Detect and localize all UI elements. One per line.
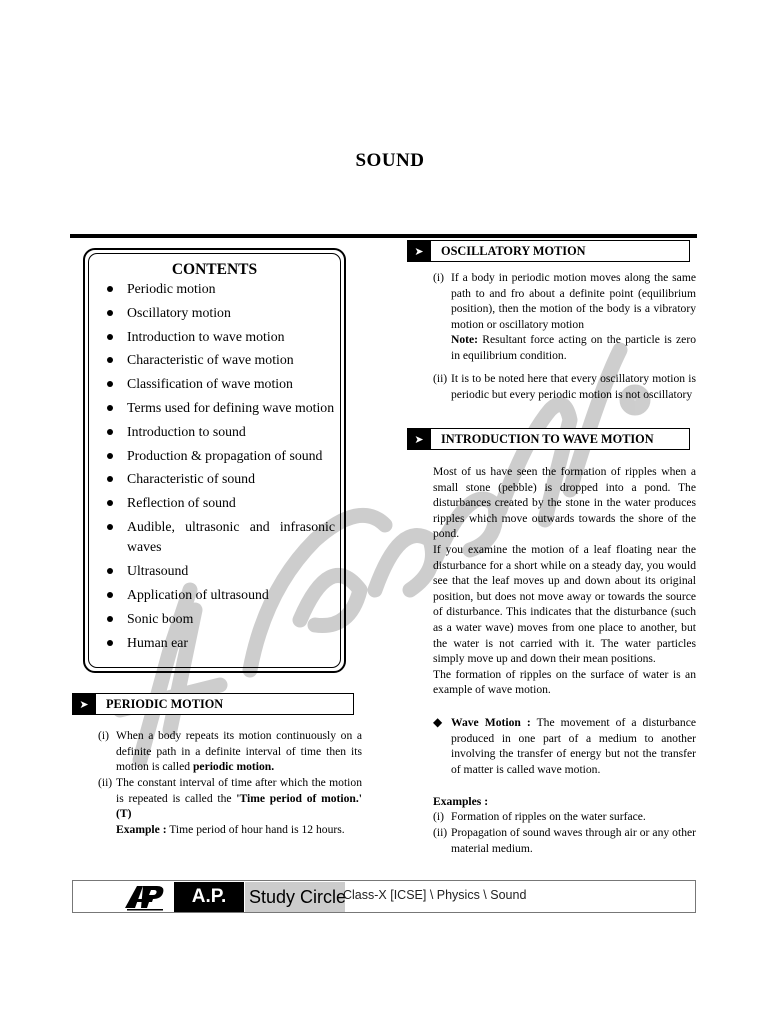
oscillatory-motion-heading-text: OSCILLATORY MOTION bbox=[441, 244, 586, 258]
contents-item: Human ear bbox=[89, 633, 339, 654]
contents-box bbox=[83, 248, 346, 673]
wave-motion-definition: ◆ Wave Motion : The movement of a disturbance produced in one part of a medium to another involving the transfer of energy but not the transfer of matter is called wave motion. bbox=[433, 715, 696, 776]
periodic-item-2: (ii) The constant interval of time after which the motion is repeated is called the 'Time period of motion.' (T) Example : Time period of hour hand is 12 hours. bbox=[98, 776, 362, 836]
bullet-icon bbox=[107, 500, 113, 506]
wave-paragraph-2: If you examine the motion of a leaf floating near the disturbance for a short while on a steady day, you would see that the leaf moves up and down about its original position, but does not move away or towards the source of disturbance. This indicates that the disturbance (such as a water wave) moves from one place to another, but the water is not carried with it. The water particles simply move up and down their mean positions. bbox=[433, 542, 696, 666]
arrow-right-icon: ➤ bbox=[72, 693, 96, 715]
bullet-icon bbox=[107, 453, 113, 459]
footer-study-circle: Study Circle bbox=[245, 882, 345, 912]
periodic-motion-heading-text: PERIODIC MOTION bbox=[106, 697, 224, 711]
arrow-right-icon: ➤ bbox=[407, 428, 431, 450]
footer-brand: A.P. bbox=[174, 882, 244, 912]
bullet-icon bbox=[107, 381, 113, 387]
contents-item: Classification of wave motion bbox=[89, 374, 339, 395]
contents-item: Introduction to wave motion bbox=[89, 327, 339, 348]
bullet-icon bbox=[107, 357, 113, 363]
footer-breadcrumb: Class-X [ICSE] \ Physics \ Sound bbox=[343, 888, 527, 902]
ap-logo-icon bbox=[123, 883, 168, 911]
contents-inner-border bbox=[88, 253, 341, 668]
bullet-icon bbox=[107, 640, 113, 646]
examples-label: Examples : bbox=[433, 795, 489, 808]
bullet-icon bbox=[107, 310, 113, 316]
bullet-icon bbox=[107, 568, 113, 574]
contents-item: Audible, ultrasonic and infrasonic waves bbox=[89, 517, 339, 558]
contents-title: CONTENTS bbox=[171, 261, 258, 278]
arrow-right-icon: ➤ bbox=[407, 240, 431, 262]
wave-paragraphs bbox=[433, 464, 696, 698]
header-rule bbox=[70, 234, 697, 238]
contents-item: Characteristic of wave motion bbox=[89, 350, 339, 371]
example-item-1: (i) Formation of ripples on the water surface. bbox=[433, 810, 646, 823]
page-title: SOUND bbox=[355, 150, 425, 171]
diamond-bullet-icon: ◆ bbox=[433, 715, 443, 729]
contents-item: Periodic motion bbox=[89, 279, 339, 300]
contents-item: Reflection of sound bbox=[89, 493, 339, 514]
bullet-icon bbox=[107, 476, 113, 482]
contents-list bbox=[89, 279, 339, 656]
bullet-icon bbox=[107, 524, 113, 530]
bullet-icon bbox=[107, 405, 113, 411]
contents-item: Terms used for defining wave motion bbox=[89, 398, 339, 419]
wave-paragraph-3: The formation of ripples on the surface of water is an example of wave motion. bbox=[433, 667, 696, 697]
oscillatory-item-2: (ii) It is to be noted here that every oscillatory motion is periodic but every periodic motion is not oscillatory bbox=[433, 372, 696, 401]
bullet-icon bbox=[107, 616, 113, 622]
bullet-icon bbox=[107, 334, 113, 340]
contents-item: Production & propagation of sound bbox=[89, 446, 339, 467]
contents-item: Oscillatory motion bbox=[89, 303, 339, 324]
periodic-motion-heading bbox=[72, 693, 354, 715]
bullet-icon bbox=[107, 592, 113, 598]
contents-item: Characteristic of sound bbox=[89, 469, 339, 490]
example-item-2: (ii) Propagation of sound waves through air or any other material medium. bbox=[433, 826, 696, 855]
contents-item: Introduction to sound bbox=[89, 422, 339, 443]
periodic-item-1: (i) When a body repeats its motion continuously on a definite path in a definite interval of time then its motion is called periodic motion. bbox=[98, 729, 362, 774]
oscillatory-motion-heading bbox=[407, 240, 690, 262]
footer-bar bbox=[72, 880, 696, 913]
bullet-icon bbox=[107, 286, 113, 292]
wave-paragraph-1: Most of us have seen the formation of ripples when a small stone (pebble) is dropped into a pond. The disturbances created by the stone in the water produces ripples which move outwards towards the shore of the pond. bbox=[433, 465, 696, 541]
contents-item: Application of ultrasound bbox=[89, 585, 339, 606]
wave-motion-heading bbox=[407, 428, 690, 450]
contents-item: Ultrasound bbox=[89, 561, 339, 582]
wave-motion-heading-text: INTRODUCTION TO WAVE MOTION bbox=[441, 432, 654, 446]
contents-item: Sonic boom bbox=[89, 609, 339, 630]
bullet-icon bbox=[107, 429, 113, 435]
oscillatory-item-1: (i) If a body in periodic motion moves along the same path to and fro about a definite point (equilibrium position), then the motion of the body is a vibratory motion or oscillatory motion Note: Resultant force acting on the particle is zero in equilibrium condition. bbox=[433, 271, 696, 362]
